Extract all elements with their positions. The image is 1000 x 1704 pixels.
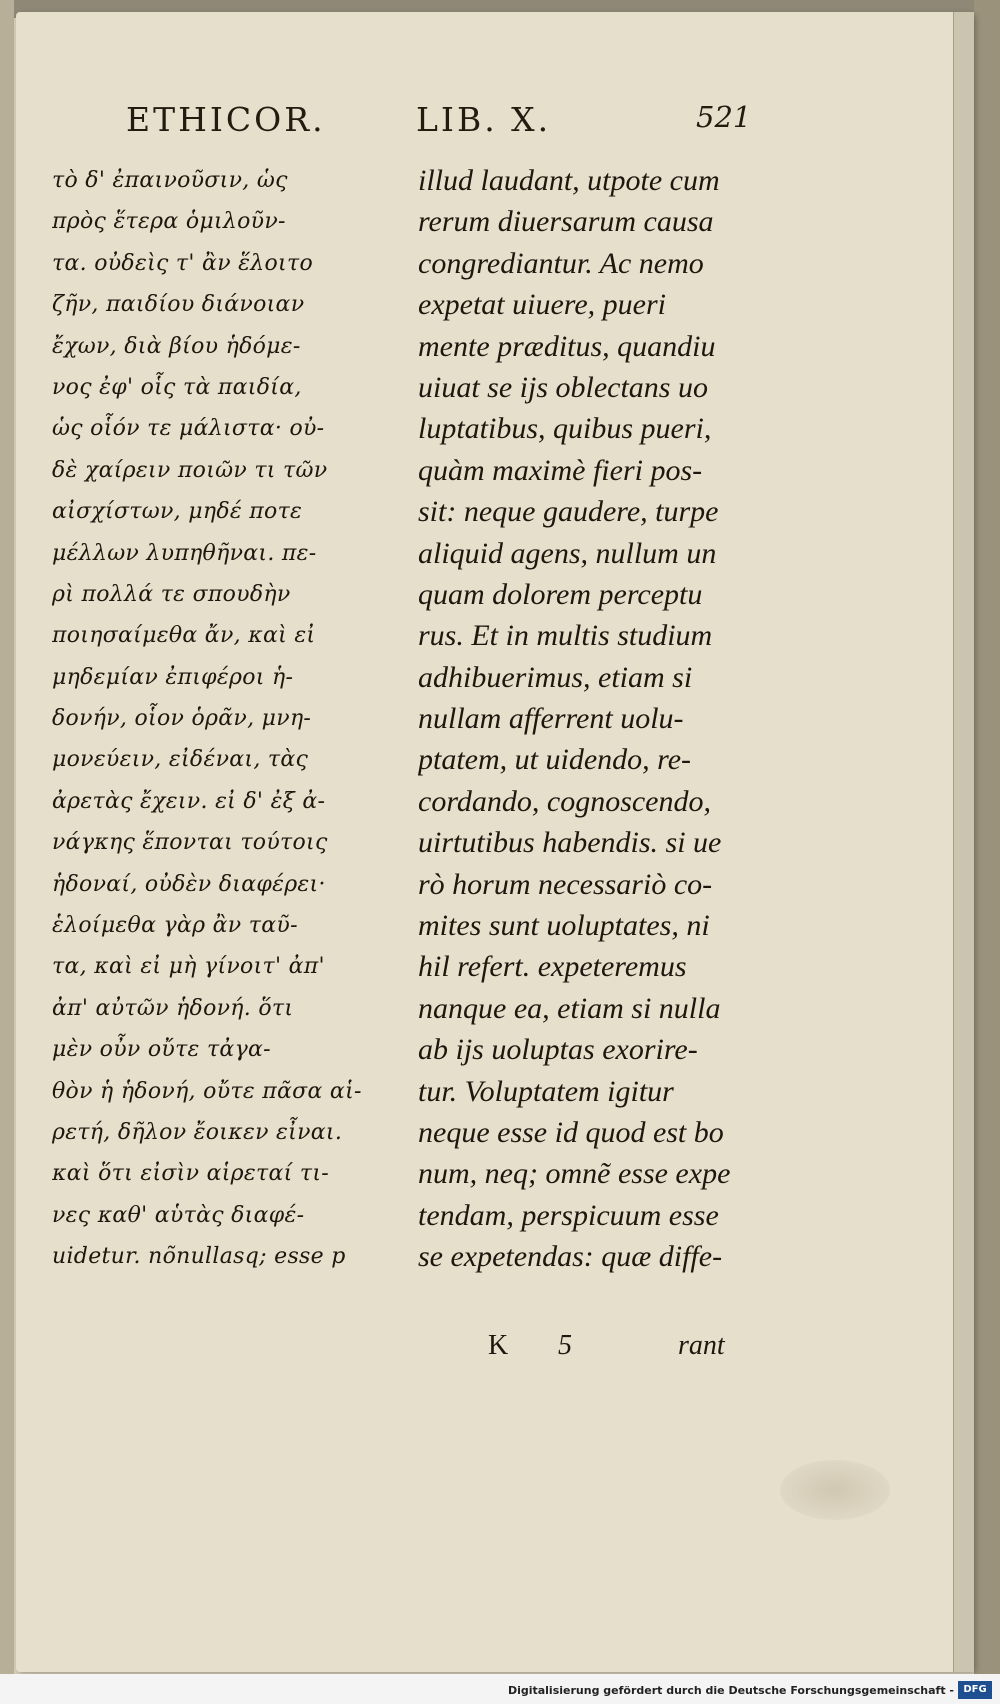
text-line: πρὸς ἕτερα ὁμιλοῦν-	[52, 209, 286, 235]
text-line: cordando, cognoscendo,	[418, 784, 711, 818]
text-line: num, neq; omnẽ esse expe	[418, 1157, 731, 1191]
text-line: quam dolorem perceptu	[418, 577, 703, 611]
latin-text-column	[418, 160, 758, 1278]
text-line: congrediantur. Ac nemo	[418, 246, 704, 280]
text-line: uirtutibus habendis. si ue	[418, 826, 722, 860]
text-line: ἔχων, διὰ βίου ἡδόμε-	[52, 333, 301, 359]
funding-credit: Digitalisierung gefördert durch die Deutsche Forschungsgemeinschaft -	[507, 1684, 954, 1697]
paper-stain	[780, 1460, 890, 1520]
text-line: τα, καὶ εἰ μὴ γίνοιτ' ἀπ'	[52, 954, 325, 980]
text-line: ἑλοίμεθα γὰρ ἂν ταῦ-	[52, 913, 298, 939]
text-line: tendam, perspicuum esse	[418, 1198, 719, 1232]
text-line: τὸ δ' ἐπαινοῦσιν, ὡς	[52, 168, 288, 193]
text-line: ab ijs uoluptas exorire-	[418, 1033, 698, 1067]
text-line: μέλλων λυπηθῆναι. πε-	[52, 540, 317, 566]
text-line: sit: neque gaudere, turpe	[418, 495, 719, 529]
text-line: mente præditus, quandiu	[418, 329, 716, 363]
signature-number: 5	[558, 1330, 572, 1361]
text-line: tur. Voluptatem igitur	[418, 1074, 674, 1108]
text-line: μηδεμίαν ἐπιφέροι ἡ-	[52, 664, 294, 690]
text-line: μονεύειν, εἰδέναι, τὰς	[52, 747, 309, 773]
text-line: neque esse id quod est bo	[418, 1115, 724, 1149]
text-line: hil refert. expeteremus	[418, 950, 687, 984]
text-line: rerum diuersarum causa	[418, 205, 714, 239]
text-line: illud laudant, utpote cum	[418, 164, 720, 197]
dfg-logo: DFG	[958, 1681, 992, 1699]
text-line: rò horum necessariò co-	[418, 867, 713, 901]
text-line: se expetendas: quæ diffe-	[418, 1240, 723, 1274]
text-line: expetat uiuere, pueri	[418, 288, 666, 322]
text-line: καὶ ὅτι εἰσὶν αἱρεταί τι-	[52, 1161, 329, 1187]
text-line: rus. Et in multis studium	[418, 619, 713, 653]
text-line: θὸν ἡ ἡδονή, οὔτε πᾶσα αἱ-	[52, 1078, 362, 1104]
text-line: ζῆν, παιδίου διάνοιαν	[52, 292, 305, 318]
running-head-title: ETHICOR.	[126, 100, 326, 139]
text-line: uidetur. nõnullasq; esse p	[52, 1244, 346, 1270]
text-line: luptatibus, quibus pueri,	[418, 412, 712, 446]
text-line: adhibuerimus, etiam si	[418, 660, 693, 694]
page-number: 521	[696, 100, 752, 134]
signature-letter: K	[488, 1330, 509, 1361]
text-line: mites sunt uoluptates, ni	[418, 909, 710, 943]
text-line: τα. οὐδεὶς τ' ἂν ἕλοιτο	[52, 250, 313, 276]
running-head-book: LIB. X.	[416, 100, 552, 139]
text-line: quàm maximè fieri pos-	[418, 453, 703, 487]
text-line: δονήν, οἷον ὁρᾶν, μνη-	[52, 706, 312, 732]
text-line: μὲν οὖν οὔτε τἀγα-	[52, 1037, 271, 1063]
text-line: δὲ χαίρειν ποιῶν τι τῶν	[52, 457, 328, 483]
digitization-footer	[0, 1674, 1000, 1704]
text-line: ἀπ' αὐτῶν ἡδονή. ὅτι	[52, 995, 294, 1021]
greek-text-column	[52, 160, 407, 1278]
text-line: ἀρετὰς ἔχειν. εἰ δ' ἐξ ἀ-	[52, 788, 326, 814]
text-line: νες καθ' αὑτὰς διαφέ-	[52, 1202, 305, 1228]
book-left-edge	[0, 0, 14, 1704]
catchword: rant	[678, 1330, 725, 1361]
text-line: ὡς οἷόν τε μάλιστα· οὐ-	[52, 416, 325, 442]
text-line: uiuat se ijs oblectans uo	[418, 370, 708, 404]
signature-line	[488, 1330, 748, 1374]
text-line: ἡδοναί, οὐδὲν διαφέρει·	[52, 871, 326, 897]
text-line: νος ἐφ' οἷς τὰ παιδία,	[52, 374, 302, 400]
text-line: ρετή, δῆλον ἔοικεν εἶναι.	[52, 1119, 343, 1145]
text-line: ποιησαίμεθα ἄν, καὶ εἰ	[52, 623, 316, 649]
page-gutter-fold	[953, 12, 974, 1672]
text-line: αἰσχίστων, μηδέ ποτε	[52, 499, 303, 525]
book-right-edge	[974, 0, 1000, 1704]
running-head	[126, 100, 756, 160]
text-line: nullam afferrent uolu-	[418, 702, 684, 736]
text-line: aliquid agens, nullum un	[418, 536, 717, 570]
text-line: ρὶ πολλά τε σπουδὴν	[52, 581, 291, 607]
text-line: nanque ea, etiam si nulla	[418, 991, 721, 1025]
text-line: νάγκης ἕπονται τούτοις	[52, 830, 328, 856]
text-line: ptatem, ut uidendo, re-	[418, 743, 692, 777]
